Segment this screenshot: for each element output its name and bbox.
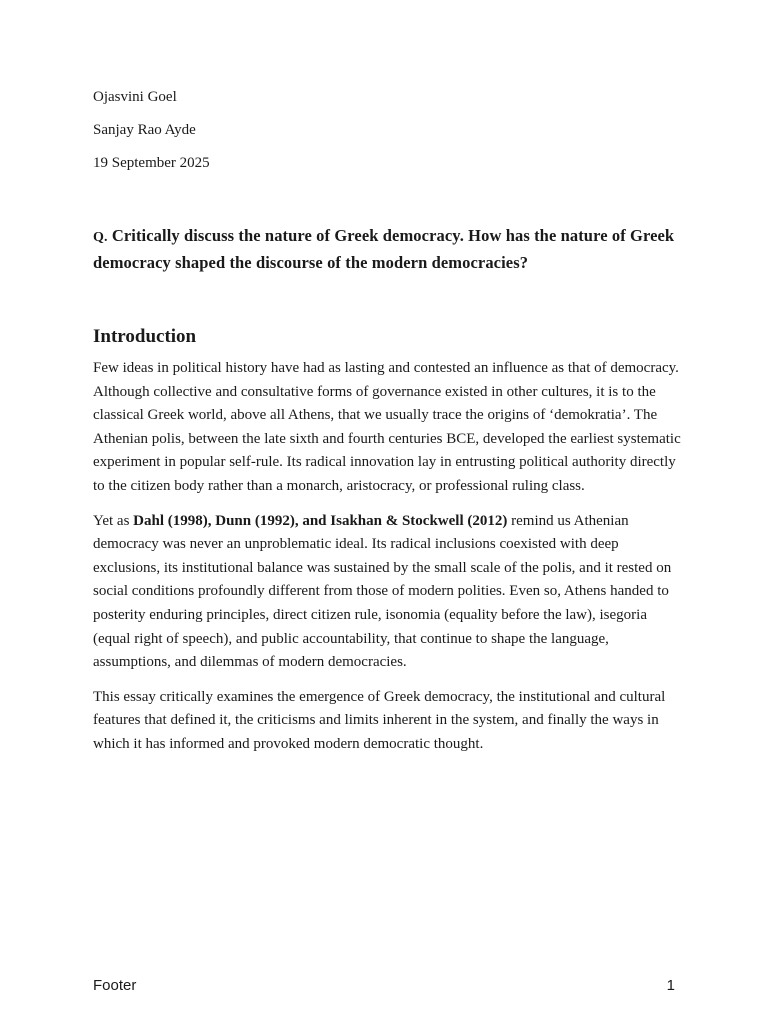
question-text: Critically discuss the nature of Greek democracy. How has the nature of Greek democracy shaped the discourse of the modern democracies? xyxy=(93,226,675,272)
paragraph-1: Few ideas in political history have had as lasting and contested an influence as that of democracy. Although collective and consultative forms of governance existed in other cultures, it is to the classical Greek world, above all Athens, that we usually trace the origins of ‘demokratia’. The Athenian polis, between the late sixth and fourth centuries BCE, developed the earliest systematic experiment in popular self-rule. Its radical innovation lay in entrusting political authority directly to the citizen body rather than a monarch, aristocracy, or professional ruling class. xyxy=(93,360,681,494)
paragraph-2-citations: Dahl (1998), Dunn (1992), and Isakhan & Stockwell (2012) xyxy=(133,512,508,529)
page-number: 1 xyxy=(666,977,675,994)
question-prefix: Q. xyxy=(93,230,108,245)
footer-label: Footer xyxy=(93,977,137,994)
page-body xyxy=(93,86,683,757)
paragraph-2-lead: Yet as xyxy=(93,512,134,529)
paragraph-3: This essay critically examines the emergence of Greek democracy, the institutional and cultural features that defined it, the criticisms and limits inherent in the system, and finally the ways in which it has informed and provoked modern democratic thought. xyxy=(93,688,666,752)
paragraph-2 xyxy=(93,510,683,675)
instructor-name: Sanjay Rao Ayde xyxy=(93,122,196,138)
paragraph-2-body: remind us Athenian democracy was never an unproblematic ideal. Its radical inclusions coexisted with deep exclusions, its institutional balance was sustained by the small scale of the polis, and it rested on social conditions profoundly different from those of modern polities. Even so, Athens handed to posterity enduring principles, direct citizen rule, isonomia (equality before the law), isegoria (equal right of speech), and public accountability, that continue to shape the language, assumptions, and dilemmas of modern democracies. xyxy=(93,512,672,671)
document-date: 19 September 2025 xyxy=(93,155,210,171)
author-name: Ojasvini Goel xyxy=(93,89,177,105)
section-heading-introduction: Introduction xyxy=(93,326,197,347)
essay-question xyxy=(93,223,683,275)
